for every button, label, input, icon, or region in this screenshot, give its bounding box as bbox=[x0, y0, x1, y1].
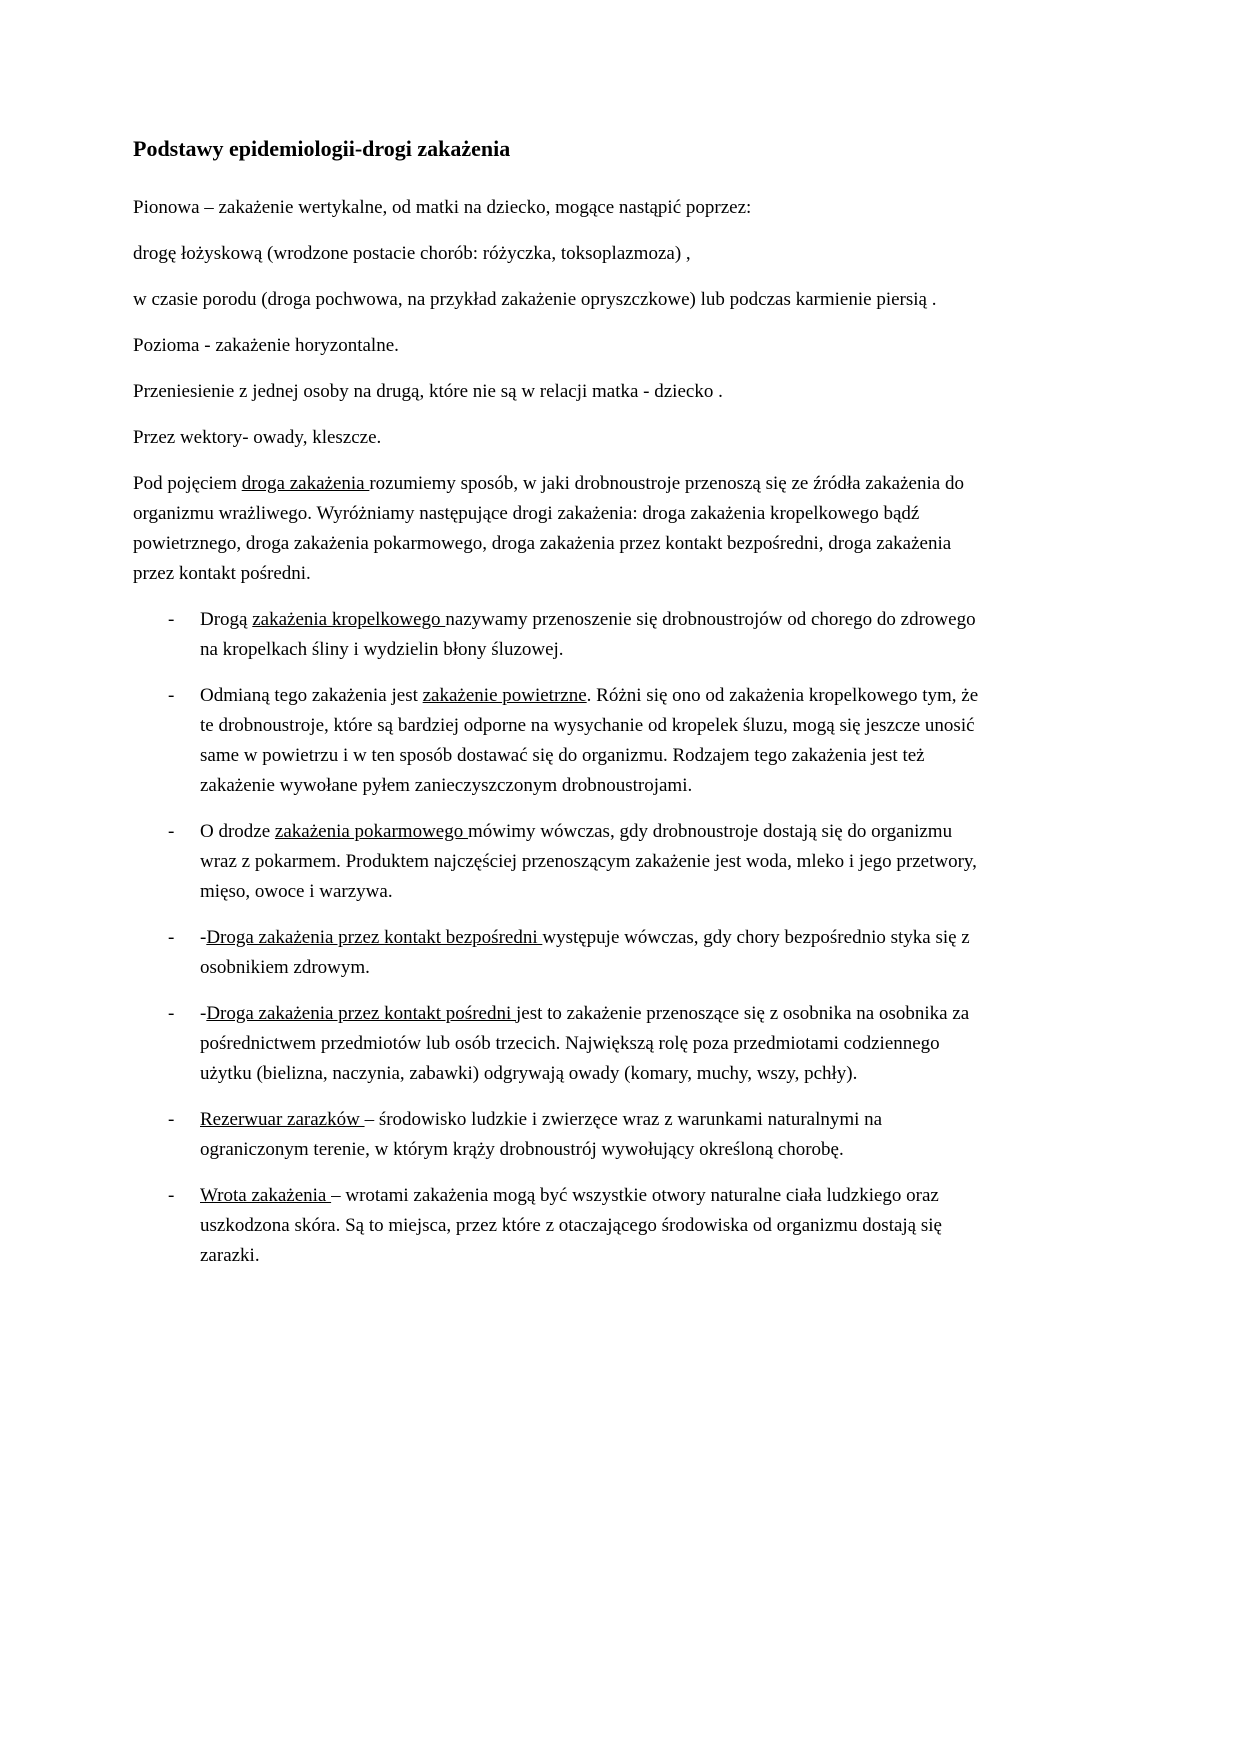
paragraph-pionowa: Pionowa – zakażenie wertykalne, od matki na dziecko, mogące nastąpić poprzez: bbox=[133, 197, 752, 218]
list-bullet: - bbox=[168, 1185, 175, 1206]
underlined-term: Droga zakażenia przez kontakt pośredni bbox=[206, 1003, 516, 1024]
list-item bbox=[133, 1181, 990, 1271]
underlined-term: zakażenie powietrzne bbox=[422, 685, 587, 706]
paragraph-droga-lozyskowa: drogę łożyskową (wrodzone postacie chorób: różyczka, toksoplazmoza) , bbox=[133, 243, 691, 264]
underlined-term: zakażenia kropelkowego bbox=[252, 609, 446, 630]
underlined-term: Wrota zakażenia bbox=[200, 1185, 332, 1206]
list-bullet: - bbox=[168, 685, 175, 706]
bullet-list bbox=[133, 605, 990, 1271]
list-item bbox=[133, 999, 990, 1089]
document-title: Podstawy epidemiologii-drogi zakażenia bbox=[133, 136, 511, 161]
underlined-term: zakażenia pokarmowego bbox=[274, 821, 468, 842]
list-bullet: - bbox=[168, 927, 175, 948]
list-item bbox=[133, 681, 990, 801]
list-item bbox=[133, 1105, 990, 1165]
list-bullet: - bbox=[168, 1003, 175, 1024]
list-item-text bbox=[200, 999, 990, 1089]
list-item-text bbox=[200, 817, 990, 907]
underlined-term: Droga zakażenia przez kontakt bezpośredni bbox=[206, 927, 543, 948]
underlined-term: droga zakażenia bbox=[241, 473, 370, 494]
list-item-text bbox=[200, 605, 990, 665]
text-segment: mówimy wówczas, gdy drobnoustroje dostają się do organizmu wraz z pokarmem. Produktem najczęściej przenoszącym zakażenie jest woda, mleko i jego przetwory, mięso, owoce i warzywa. bbox=[200, 821, 977, 902]
text-segment: nazywamy przenoszenie się drobnoustrojów od chorego do zdrowego na kropelkach śliny i wydzielin błony śluzowej. bbox=[200, 609, 976, 660]
paragraph-przez-wektory: Przez wektory- owady, kleszcze. bbox=[133, 427, 382, 448]
list-item-text bbox=[200, 681, 990, 801]
list-bullet: - bbox=[168, 821, 175, 842]
list-item-text bbox=[200, 1105, 990, 1165]
text-segment: O drodze bbox=[200, 821, 275, 842]
paragraph-intro-drogi-zakazenia bbox=[133, 469, 990, 589]
list-bullet: - bbox=[168, 1109, 175, 1130]
text-segment: – środowisko ludzkie i zwierzęce wraz z warunkami naturalnymi na ograniczonym terenie, w którym krąży drobnoustrój wywołujący określoną chorobę. bbox=[200, 1109, 883, 1160]
paragraph-w-czasie-porodu: w czasie porodu (droga pochwowa, na przykład zakażenie opryszczkowe) lub podczas karmienie piersią . bbox=[133, 289, 937, 310]
text-segment: jest to zakażenie przenoszące się z osobnika na osobnika za pośrednictwem przedmiotów lub osób trzecich. Największą rolę poza przedmiotami codziennego użytku (bielizna, naczynia, zabawki) odgrywają owady (komary, muchy, wszy, pchły). bbox=[200, 1003, 970, 1084]
list-item bbox=[133, 817, 990, 907]
text-segment: . Różni się ono od zakażenia kropelkowego tym, że te drobnoustroje, które są bardziej odporne na wysychanie od kropelek śluzu, mogą się jeszcze unosić same w powietrzu i w ten sposób dostawać się do organizmu. Rodzajem tego zakażenia jest też zakażenie wywołane pyłem zanieczyszczonym drobnoustrojami. bbox=[200, 685, 979, 796]
list-item-text bbox=[200, 1181, 990, 1271]
paragraph-przeniesienie: Przeniesienie z jednej osoby na drugą, które nie są w relacji matka - dziecko . bbox=[133, 381, 723, 402]
list-item bbox=[133, 923, 990, 983]
list-item-text bbox=[200, 923, 990, 983]
text-segment: rozumiemy sposób, w jaki drobnoustroje przenoszą się ze źródła zakażenia do organizmu wrażliwego. Wyróżniamy następujące drogi zakażenia: droga zakażenia kropelkowego bądź powietrznego, droga zakażenia pokarmowego, droga zakażenia przez kontakt bezpośredni, droga zakażenia przez kontakt pośredni. bbox=[133, 473, 964, 584]
text-segment: - bbox=[200, 1003, 207, 1024]
text-segment: Drogą bbox=[200, 609, 253, 630]
text-segment: Pod pojęciem bbox=[133, 473, 242, 494]
text-segment: - bbox=[200, 927, 207, 948]
text-segment: Odmianą tego zakażenia jest bbox=[200, 685, 423, 706]
list-bullet: - bbox=[168, 609, 175, 630]
list-item bbox=[133, 605, 990, 665]
paragraph-pozioma: Pozioma - zakażenie horyzontalne. bbox=[133, 335, 399, 356]
text-segment: – wrotami zakażenia mogą być wszystkie otwory naturalne ciała ludzkiego oraz uszkodzona skóra. Są to miejsca, przez które z otaczającego środowiska od organizmu dostają się zarazki. bbox=[200, 1185, 942, 1266]
underlined-term: Rezerwuar zarazków bbox=[200, 1109, 365, 1130]
text-segment: występuje wówczas, gdy chory bezpośrednio styka się z osobnikiem zdrowym. bbox=[200, 927, 970, 978]
